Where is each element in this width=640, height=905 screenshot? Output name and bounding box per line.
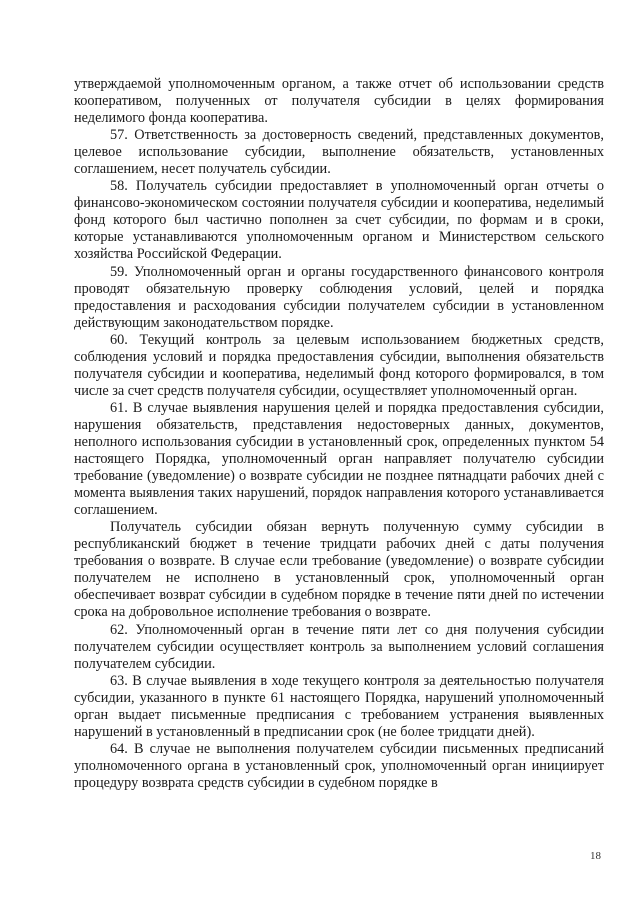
page-number: 18 xyxy=(590,850,601,862)
paragraph-57: 57. Ответственность за достоверность сведений, представленных документов, целевое использование субсидии, выполнение обязательств, установленных соглашением, несет получатель субсидии. xyxy=(74,127,604,178)
paragraph-63: 63. В случае выявления в ходе текущего контроля за деятельностью получателя субсидии, указанного в пункте 61 настоящего Порядка, нарушений уполномоченный орган выдает письменные предписания с требованием устранения выявленных нарушений в установленный в предписании срок (не более тридцати дней). xyxy=(74,672,604,740)
paragraph-59: 59. Уполномоченный орган и органы государственного финансового контроля проводят обязательную проверку соблюдения условий, целей и порядка предоставления и расходования субсидии получателем субсидии в установленном действующим законодательством порядке. xyxy=(74,263,604,331)
paragraph-61-refund: Получатель субсидии обязан вернуть полученную сумму субсидии в республиканский бюджет в течение тридцати рабочих дней с даты получения требования о возврате. В случае если требование (уведомление) о возврате субсидии получателем не исполнено в установленный срок, уполномоченный орган обеспечивает возврат субсидии в судебном порядке в течение пяти дней по истечении срока на добровольное исполнение требования о возврате. xyxy=(74,519,604,621)
paragraph-61: 61. В случае выявления нарушения целей и порядка предоставления субсидии, нарушения обязательств, представления недостоверных данных, документов, неполного использования субсидии в установленный срок, определенных пунктом 54 настоящего Порядка, уполномоченный орган направляет получателю субсидии требование (уведомление) о возврате субсидии не позднее пятнадцати рабочих дней с момента выявления таких нарушений, порядок направления которого устанавливается соглашением. xyxy=(74,399,604,519)
paragraph-60: 60. Текущий контроль за целевым использованием бюджетных средств, соблюдения условий и порядка предоставления субсидии, выполнения обязательств получателя субсидии и кооператива, неделимый фонд которого формировался, в том числе за счет средств получателя субсидии, осуществляет уполномоченный орган. xyxy=(74,331,604,399)
paragraph-64: 64. В случае не выполнения получателем субсидии письменных предписаний уполномоченного органа в установленный срок, уполномоченный орган инициирует процедуру возврата средств субсидии в судебном порядке в xyxy=(74,740,604,791)
paragraph-58: 58. Получатель субсидии предоставляет в уполномоченный орган отчеты о финансово-экономическом состоянии получателя субсидии и кооператива, неделимый фонд которого был частично пополнен за счет субсидии, по формам и в сроки, которые устанавливаются уполномоченным органом и Министерством сельского хозяйства Российской Федерации. xyxy=(74,178,604,263)
paragraph-continuation: утверждаемой уполномоченным органом, а также отчет об использовании средств кооперативом, полученных от получателя субсидии в целях формирования неделимого фонда кооператива. xyxy=(74,76,604,127)
document-body xyxy=(74,76,604,792)
paragraph-62: 62. Уполномоченный орган в течение пяти лет со дня получения субсидии получателем субсидии осуществляет контроль за выполнением условий соглашения получателем субсидии. xyxy=(74,621,604,672)
